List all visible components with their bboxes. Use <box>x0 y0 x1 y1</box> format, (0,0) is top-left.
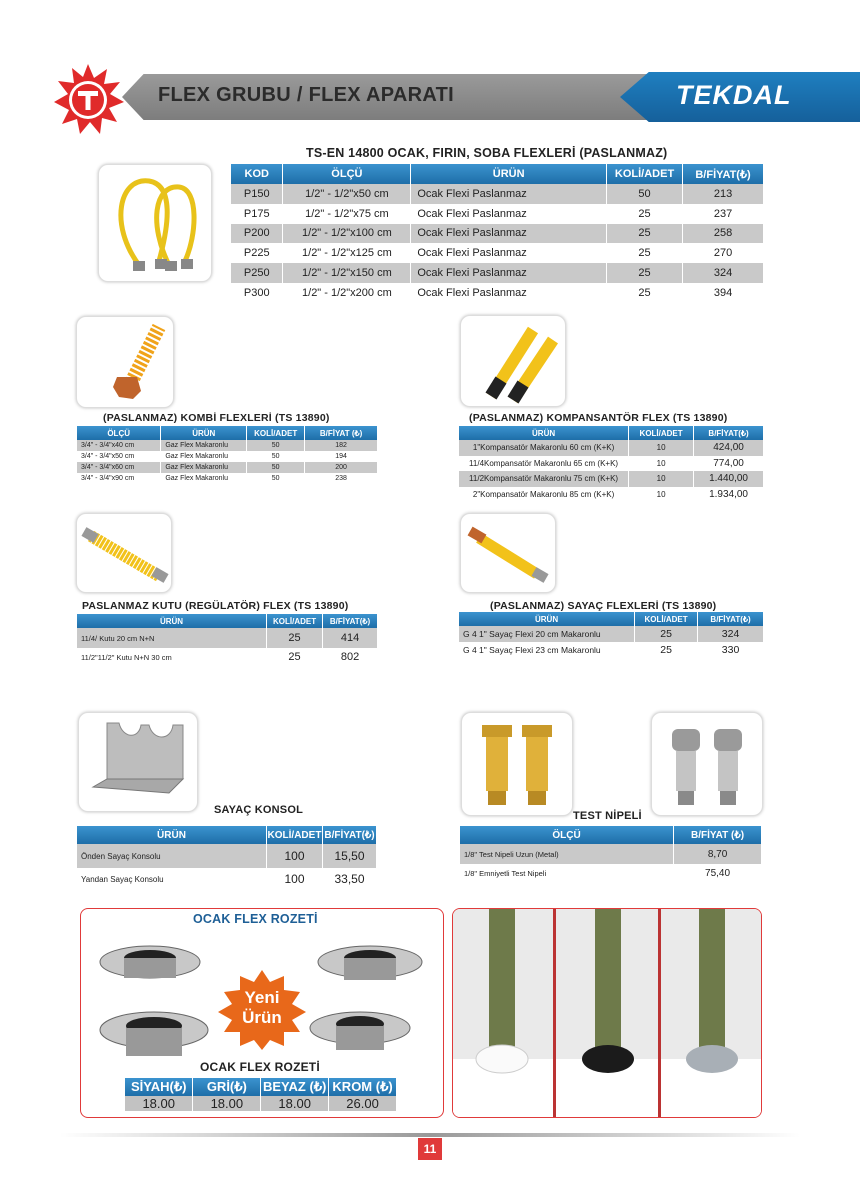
cell: 213 <box>683 184 764 204</box>
cell: 10 <box>629 471 694 487</box>
konsol-price-table <box>77 826 377 890</box>
col-header: SİYAH(₺) <box>125 1078 193 1096</box>
col-header: ÜRÜN <box>411 164 607 184</box>
cell: 50 <box>247 451 305 462</box>
konsol-image <box>78 712 198 812</box>
cell: G 4 1" Sayaç Flexi 20 cm Makaronlu <box>459 626 635 642</box>
cell: 802 <box>323 648 378 666</box>
cell: 3/4" - 3/4"x40 cm <box>77 440 161 451</box>
kompansator-price-table <box>459 426 764 502</box>
cell: 25 <box>607 204 683 224</box>
cell: 100 <box>267 868 323 890</box>
table-row <box>77 844 377 868</box>
rozet-title-bottom: OCAK FLEX ROZETİ <box>200 1060 320 1074</box>
col-header: ÜRÜN <box>77 614 267 628</box>
table-row <box>77 628 378 648</box>
cell: 194 <box>305 451 378 462</box>
col-header: B/FİYAT (₺) <box>674 826 762 844</box>
table-row <box>77 473 378 484</box>
oven-flex-image <box>98 164 212 282</box>
cell: 2"Kompansatör Makaronlu 85 cm (K+K) <box>459 487 629 503</box>
cell: 33,50 <box>322 868 376 890</box>
brand-name: TEKDAL <box>676 80 792 110</box>
metal-nipple-image <box>651 712 763 816</box>
cell: 11/4/ Kutu 20 cm N+N <box>77 628 267 648</box>
kombi-price-table <box>77 426 378 484</box>
test-nipeli-price-table <box>460 826 762 882</box>
cell: 11/2Kompansatör Makaronlu 75 cm (K+K) <box>459 471 629 487</box>
cell: 1/2" - 1/2"x100 cm <box>283 224 411 244</box>
cell: 26.00 <box>329 1096 397 1111</box>
col-header: KROM (₺) <box>329 1078 397 1096</box>
cell: 1"Kompansatör Makaronlu 60 cm (K+K) <box>459 440 629 456</box>
cell: P300 <box>231 283 283 303</box>
cell: 25 <box>607 283 683 303</box>
cell: 330 <box>698 642 764 658</box>
table-row <box>125 1096 397 1111</box>
col-header: ÜRÜN <box>77 826 267 844</box>
table-row <box>460 864 762 882</box>
cell: 1/2" - 1/2"x75 cm <box>283 204 411 224</box>
cell: 1/2" - 1/2"x125 cm <box>283 243 411 263</box>
table-row <box>459 456 764 472</box>
cell: 25 <box>607 224 683 244</box>
table-row <box>231 204 764 224</box>
cell: 1.440,00 <box>694 471 764 487</box>
test-nipeli-title: TEST NİPELİ <box>573 810 642 822</box>
cell: 3/4" - 3/4"x60 cm <box>77 462 161 473</box>
col-header: KOLİ/ADET <box>247 426 305 440</box>
cell: 774,00 <box>694 456 764 472</box>
table-row <box>77 440 378 451</box>
col-header: ÜRÜN <box>161 426 247 440</box>
cell: P200 <box>231 224 283 244</box>
col-header: KOLİ/ADET <box>267 614 323 628</box>
cell: Gaz Flex Makaronlu <box>161 440 247 451</box>
rozet-title-top: OCAK FLEX ROZETİ <box>193 912 318 926</box>
cell: 324 <box>683 263 764 283</box>
table-row <box>231 184 764 204</box>
cell: 1/8" Emniyetli Test Nipeli <box>460 864 674 882</box>
badge-line-2: Ürün <box>242 1008 282 1027</box>
cell: 25 <box>267 628 323 648</box>
cell: 238 <box>305 473 378 484</box>
cell: 324 <box>698 626 764 642</box>
cell: 182 <box>305 440 378 451</box>
kutu-price-table <box>77 614 378 666</box>
cell: 11/2"11/2" Kutu N+N 30 cm <box>77 648 267 666</box>
cell: 18.00 <box>125 1096 193 1111</box>
cell: 25 <box>267 648 323 666</box>
cell: 50 <box>247 473 305 484</box>
new-product-badge <box>232 988 292 1028</box>
rozet-price-table <box>125 1078 397 1111</box>
cell: 50 <box>247 462 305 473</box>
col-header: ÖLÇÜ <box>77 426 161 440</box>
table-row <box>231 283 764 303</box>
col-header: KOLİ/ADET <box>607 164 683 184</box>
col-header: KOLİ/ADET <box>267 826 323 844</box>
col-header: ÜRÜN <box>459 612 635 626</box>
cell: Ocak Flexi Paslanmaz <box>411 204 607 224</box>
cell: 237 <box>683 204 764 224</box>
sayac-flex-price-table <box>459 612 764 658</box>
table-row <box>460 844 762 864</box>
cell: P150 <box>231 184 283 204</box>
cell: 1/8" Test Nipeli Uzun (Metal) <box>460 844 674 864</box>
cell: 1/2" - 1/2"x150 cm <box>283 263 411 283</box>
col-header: B/FİYAT(₺) <box>683 164 764 184</box>
cell: 75,40 <box>674 864 762 882</box>
cell: 15,50 <box>322 844 376 868</box>
badge-line-1: Yeni <box>244 988 280 1007</box>
table-row <box>77 868 377 890</box>
cell: 8,70 <box>674 844 762 864</box>
cell: Ocak Flexi Paslanmaz <box>411 224 607 244</box>
col-header: B/FİYAT(₺) <box>323 614 378 628</box>
table-row <box>459 440 764 456</box>
table-row <box>77 462 378 473</box>
table-row <box>459 471 764 487</box>
cell: 18.00 <box>261 1096 329 1111</box>
cell: 50 <box>607 184 683 204</box>
cell: 1/2" - 1/2"x50 cm <box>283 184 411 204</box>
page-number: 11 <box>418 1138 442 1160</box>
cell: 100 <box>267 844 323 868</box>
kombi-title: (PASLANMAZ) KOMBİ FLEXLERİ (TS 13890) <box>103 412 330 424</box>
cell: Önden Sayaç Konsolu <box>77 844 267 868</box>
cell: 394 <box>683 283 764 303</box>
cell: Yandan Sayaç Konsolu <box>77 868 267 890</box>
cell: 10 <box>629 440 694 456</box>
rozet-installed-photo <box>452 908 762 1118</box>
cell: Ocak Flexi Paslanmaz <box>411 283 607 303</box>
col-header: KOLİ/ADET <box>635 612 698 626</box>
cell: Gaz Flex Makaronlu <box>161 473 247 484</box>
table-row <box>231 224 764 244</box>
col-header: ÖLÇÜ <box>283 164 411 184</box>
cell: 25 <box>635 626 698 642</box>
table-row <box>231 243 764 263</box>
cell: Gaz Flex Makaronlu <box>161 451 247 462</box>
col-header: KOD <box>231 164 283 184</box>
page-title: FLEX GRUBU / FLEX APARATI <box>158 84 455 106</box>
cell: P225 <box>231 243 283 263</box>
col-header: ÜRÜN <box>459 426 629 440</box>
cell: Ocak Flexi Paslanmaz <box>411 263 607 283</box>
konsol-title: SAYAÇ KONSOL <box>214 804 303 816</box>
kombi-flex-image <box>76 316 174 408</box>
cell: 25 <box>607 243 683 263</box>
kutu-title: PASLANMAZ KUTU (REGÜLATÖR) FLEX (TS 13890) <box>82 600 349 612</box>
sayac-flex-title: (PASLANMAZ) SAYAÇ FLEXLERİ (TS 13890) <box>490 600 717 612</box>
cell: 25 <box>635 642 698 658</box>
cell: 50 <box>247 440 305 451</box>
cell: 25 <box>607 263 683 283</box>
col-header: KOLİ/ADET <box>629 426 694 440</box>
table-row <box>231 263 764 283</box>
table-row <box>77 451 378 462</box>
main-price-table <box>231 164 764 303</box>
cell: 11/4Kompansatör Makaronlu 65 cm (K+K) <box>459 456 629 472</box>
cell: 414 <box>323 628 378 648</box>
cell: Gaz Flex Makaronlu <box>161 462 247 473</box>
col-header: GRİ(₺) <box>193 1078 261 1096</box>
cell: 1.934,00 <box>694 487 764 503</box>
main-table-title: TS-EN 14800 OCAK, FIRIN, SOBA FLEXLERİ (PASLANMAZ) <box>306 146 668 160</box>
col-header: B/FİYAT(₺) <box>694 426 764 440</box>
cell: P250 <box>231 263 283 283</box>
tekdal-logo <box>52 64 124 136</box>
col-header: BEYAZ (₺) <box>261 1078 329 1096</box>
cell: 3/4" - 3/4"x90 cm <box>77 473 161 484</box>
cell: Ocak Flexi Paslanmaz <box>411 184 607 204</box>
col-header: B/FİYAT(₺) <box>322 826 376 844</box>
cell: 270 <box>683 243 764 263</box>
table-row <box>459 626 764 642</box>
col-header: ÖLÇÜ <box>460 826 674 844</box>
kompansator-image <box>460 315 566 407</box>
cell: G 4 1" Sayaç Flexi 23 cm Makaronlu <box>459 642 635 658</box>
cell: Ocak Flexi Paslanmaz <box>411 243 607 263</box>
brass-nipple-image <box>461 712 573 816</box>
cell: 3/4" - 3/4"x50 cm <box>77 451 161 462</box>
cell: 10 <box>629 456 694 472</box>
cell: 258 <box>683 224 764 244</box>
table-row <box>459 642 764 658</box>
table-row <box>459 487 764 503</box>
col-header: B/FİYAT(₺) <box>698 612 764 626</box>
footer-line <box>60 1133 800 1137</box>
cell: 1/2" - 1/2"x200 cm <box>283 283 411 303</box>
cell: 200 <box>305 462 378 473</box>
cell: 10 <box>629 487 694 503</box>
cell: 424,00 <box>694 440 764 456</box>
col-header: B/FİYAT (₺) <box>305 426 378 440</box>
sayac-flex-image <box>460 513 556 593</box>
kutu-flex-image <box>76 513 172 593</box>
table-row <box>77 648 378 666</box>
kompansator-title: (PASLANMAZ) KOMPANSANTÖR FLEX (TS 13890) <box>469 412 728 424</box>
cell: P175 <box>231 204 283 224</box>
cell: 18.00 <box>193 1096 261 1111</box>
